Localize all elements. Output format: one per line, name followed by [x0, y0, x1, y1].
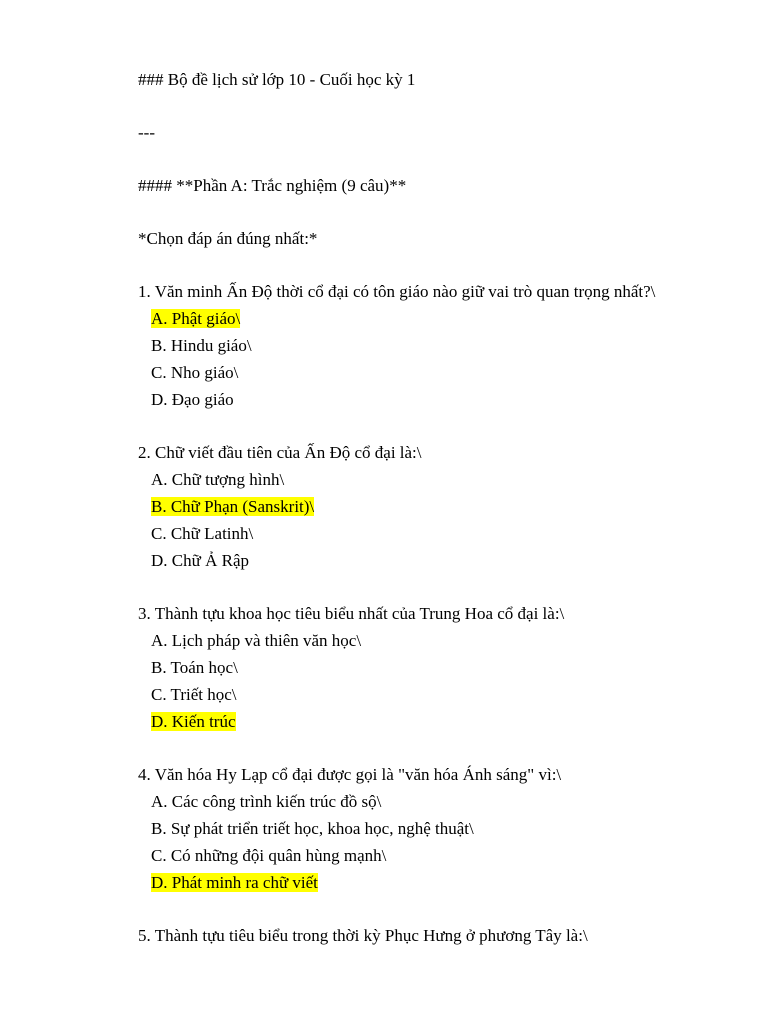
question-text: 2. Chữ viết đầu tiên của Ấn Độ cổ đại là:\: [138, 443, 422, 462]
highlighted-answer: B. Chữ Phạn (Sanskrit)\: [151, 497, 315, 516]
answer-text: A. Các công trình kiến trúc đồ sộ\: [151, 792, 382, 811]
answer-option: [138, 332, 738, 359]
question-text: 5. Thành tựu tiêu biểu trong thời kỳ Phục Hưng ở phương Tây là:\: [138, 926, 588, 945]
answer-text: B. Toán học\: [151, 658, 238, 677]
answer-option: [138, 654, 738, 681]
answer-option: [138, 466, 738, 493]
document-page: [138, 66, 738, 949]
question-block: [138, 600, 738, 735]
spacer: [138, 93, 738, 119]
answer-option: [138, 359, 738, 386]
answer-option: [138, 815, 738, 842]
question-block: [138, 278, 738, 413]
answer-text: D. Đạo giáo: [151, 390, 234, 409]
question-block: [138, 922, 738, 949]
spacer: [138, 574, 738, 600]
answer-text: C. Chữ Latinh\: [151, 524, 254, 543]
answer-text: B. Hindu giáo\: [151, 336, 252, 355]
highlighted-answer: A. Phật giáo\: [151, 309, 241, 328]
spacer: [138, 252, 738, 278]
highlighted-answer: D. Kiến trúc: [151, 712, 236, 731]
question-text: 3. Thành tựu khoa học tiêu biểu nhất của Trung Hoa cổ đại là:\: [138, 604, 565, 623]
answer-option: [138, 305, 738, 332]
answer-option: [138, 869, 738, 896]
question-block: [138, 439, 738, 574]
question-text: 4. Văn hóa Hy Lạp cổ đại được gọi là "văn hóa Ánh sáng" vì:\: [138, 765, 562, 784]
answer-option: [138, 627, 738, 654]
instruction-text: *Chọn đáp án đúng nhất:*: [138, 229, 318, 248]
horizontal-rule-markdown: ---: [138, 123, 155, 142]
answer-text: B. Sự phát triển triết học, khoa học, nghệ thuật\: [151, 819, 474, 838]
section-heading: #### **Phần A: Trắc nghiệm (9 câu)**: [138, 176, 407, 195]
spacer: [138, 413, 738, 439]
spacer: [138, 896, 738, 922]
question-text: 1. Văn minh Ấn Độ thời cổ đại có tôn giáo nào giữ vai trò quan trọng nhất?\: [138, 282, 656, 301]
answer-text: A. Lịch pháp và thiên văn học\: [151, 631, 362, 650]
answer-text: A. Chữ tượng hình\: [151, 470, 285, 489]
answer-text: C. Có những đội quân hùng mạnh\: [151, 846, 387, 865]
answer-option: [138, 708, 738, 735]
highlighted-answer: D. Phát minh ra chữ viết: [151, 873, 318, 892]
answer-option: [138, 842, 738, 869]
spacer: [138, 735, 738, 761]
answer-option: [138, 681, 738, 708]
spacer: [138, 146, 738, 172]
answer-text: C. Triết học\: [151, 685, 237, 704]
document-title: ### Bộ đề lịch sử lớp 10 - Cuối học kỳ 1: [138, 70, 416, 89]
answer-option: [138, 493, 738, 520]
answer-option: [138, 547, 738, 574]
question-block: [138, 761, 738, 896]
answer-option: [138, 788, 738, 815]
spacer: [138, 199, 738, 225]
answer-text: C. Nho giáo\: [151, 363, 239, 382]
answer-option: [138, 386, 738, 413]
answer-option: [138, 520, 738, 547]
answer-text: D. Chữ Ả Rập: [151, 551, 249, 570]
